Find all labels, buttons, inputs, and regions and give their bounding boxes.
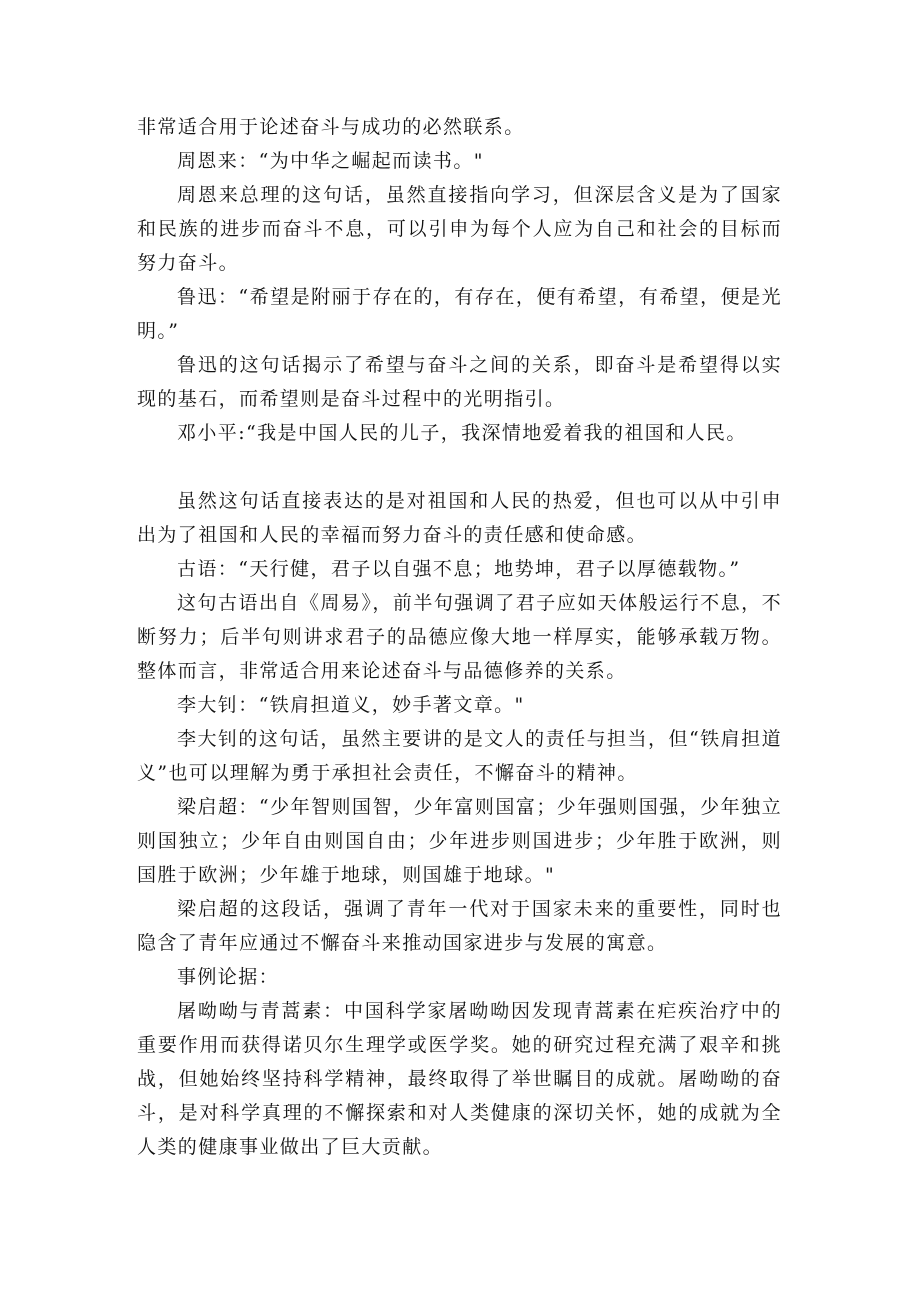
commentary-deng-xiaoping: 虽然这句话直接表达的是对祖国和人民的热爱，但也可以从中引申出为了祖国和人民的幸福而努力奋斗的责任感和使命感。 bbox=[137, 490, 782, 546]
commentary-lu-xun: 鲁迅的这句话揭示了希望与奋斗之间的关系，即奋斗是希望得以实现的基石，而希望则是奋斗过程中的光明指引。 bbox=[137, 354, 782, 410]
section-heading-examples: 事例论据： bbox=[177, 966, 280, 988]
quote-liang-qichao: 梁启超：“少年智则国智，少年富则国富；少年强则国强，少年独立则国独立；少年自由则国自由；少年进步则国进步；少年胜于欧洲，则国胜于欧洲；少年雄于地球，则国雄于地球。" bbox=[137, 796, 782, 886]
commentary-liang-qichao: 梁启超的这段话，强调了青年一代对于国家未来的重要性，同时也隐含了青年应通过不懈奋斗来推动国家进步与发展的寓意。 bbox=[137, 898, 782, 954]
quote-ancient-saying: 古语：“天行健，君子以自强不息；地势坤，君子以厚德载物。” bbox=[177, 558, 741, 580]
quote-li-dazhao: 李大钊：“铁肩担道义，妙手著文章。" bbox=[177, 694, 525, 716]
commentary-ancient-saying: 这句古语出自《周易》，前半句强调了君子应如天体般运行不息，不断努力；后半句则讲求君子的品德应像大地一样厚实，能够承载万物。整体而言，非常适合用来论述奋斗与品德修养的关系。 bbox=[137, 592, 782, 682]
commentary-li-dazhao: 李大钊的这句话，虽然主要讲的是文人的责任与担当，但“铁肩担道义”也可以理解为勇于承担社会责任，不懈奋斗的精神。 bbox=[137, 728, 782, 784]
document-body bbox=[137, 110, 782, 1164]
quote-zhou-enlai: 周恩来：“为中华之崛起而读书。" bbox=[177, 150, 484, 172]
quote-lu-xun: 鲁迅：“希望是附丽于存在的，有存在，便有希望，有希望，便是光明。” bbox=[137, 286, 782, 342]
quote-deng-xiaoping: 邓小平:“我是中国人民的儿子，我深情地爱着我的祖国和人民。 bbox=[177, 422, 747, 444]
paragraph-continuation: 非常适合用于论述奋斗与成功的必然联系。 bbox=[137, 116, 525, 138]
example-tu-youyou: 屠呦呦与青蒿素：中国科学家屠呦呦因发现青蒿素在疟疾治疗中的重要作用而获得诺贝尔生理学或医学奖。她的研究过程充满了艰辛和挑战，但她始终坚持科学精神，最终取得了举世瞩目的成就。屠呦呦的奋斗，是对科学真理的不懈探索和对人类健康的深切关怀，她的成就为全人类的健康事业做出了巨大贡献。 bbox=[137, 1000, 782, 1158]
commentary-zhou-enlai: 周恩来总理的这句话，虽然直接指向学习，但深层含义是为了国家和民族的进步而奋斗不息，可以引申为每个人应为自己和社会的目标而努力奋斗。 bbox=[137, 184, 782, 274]
